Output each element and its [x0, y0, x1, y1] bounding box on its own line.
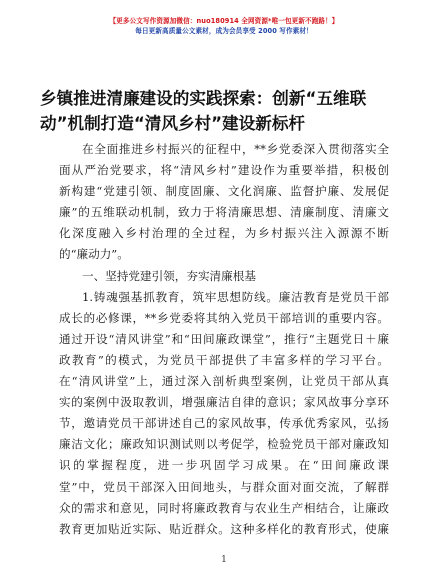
paragraph-line: 识的掌握程度，进一步巩固学习成果。在“田间廉政课 — [59, 458, 389, 473]
paragraph-line: 在全面推进乡村振兴的征程中，**乡党委深入贯彻落实全 — [82, 142, 389, 156]
promo-banner — [0, 16, 448, 36]
paragraph-line: 化深度融入乡村治理的全过程，为乡村振兴注入源源不断 — [59, 226, 389, 241]
title-line-1: 乡镇推进清廉建设的实践探索：创新“五维联 — [40, 89, 367, 108]
document-title — [40, 86, 410, 136]
promo-line-contact: 【更多公文写作资源加微信：nuo180914 全网资源*唯一包更新不跑路！】 — [109, 17, 339, 25]
paragraph-line: 堂”中，党员干部深入田间地头，与群众面对面交流，了解群 — [59, 479, 389, 494]
paragraph-line: 成长的必修课，**乡党委将其纳入党员干部培训的重要内容。 — [59, 310, 389, 325]
paragraph-line: 政教育”的模式，为党员干部提供了丰富多样的学习平台。 — [59, 352, 389, 367]
paragraph-line: 在“清风讲堂”上，通过深入剖析典型案例，让党员干部从真 — [59, 374, 389, 389]
paragraph-line: 通过开设“清风讲堂”和“田间廉政课堂”，推行“主题党日＋廉 — [59, 331, 389, 346]
paragraph-line: 众的需求和意见，同时将廉政教育与农业生产相结合，让廉政 — [59, 500, 389, 515]
paragraph-line: 节，邀请党员干部讲述自己的家风故事，传承优秀家风，弘扬 — [59, 416, 389, 431]
paragraph-line: 新构建“党建引领、制度固廉、文化润廉、监督护廉、发展促 — [59, 184, 389, 199]
section-heading: 一、坚持党建引领，夯实清廉根基 — [82, 268, 256, 283]
paragraph-line: 面从严治党要求，将“清风乡村”建设作为重要举措，积极创 — [59, 163, 389, 178]
paragraph-line: 1.铸魂强基抓教育，筑牢思想防线。廉洁教育是党员干部 — [82, 289, 389, 304]
document-body — [59, 139, 389, 540]
page-number: 1 — [221, 555, 227, 565]
paragraph-line: 教育更加贴近实际、贴近群众。这种多样化的教育形式，使廉 — [59, 521, 389, 536]
paragraph-line: 廉洁文化；廉政知识测试则以考促学，检验党员干部对廉政知 — [59, 437, 389, 452]
paragraph-line: 的“廉动力”。 — [59, 247, 129, 262]
title-line-2: 动”机制打造“清风乡村”建设新标杆 — [40, 114, 306, 133]
paragraph-line: 实的案例中汲取教训，增强廉洁自律的意识；家风故事分享环 — [59, 395, 389, 410]
paragraph-line: 廉”的五维联动机制，致力于将清廉思想、清廉制度、清廉文 — [59, 205, 389, 220]
promo-line-membership: 每日更新高质量公文素材，成为会员享受 2000 写作素材！ — [135, 27, 313, 35]
